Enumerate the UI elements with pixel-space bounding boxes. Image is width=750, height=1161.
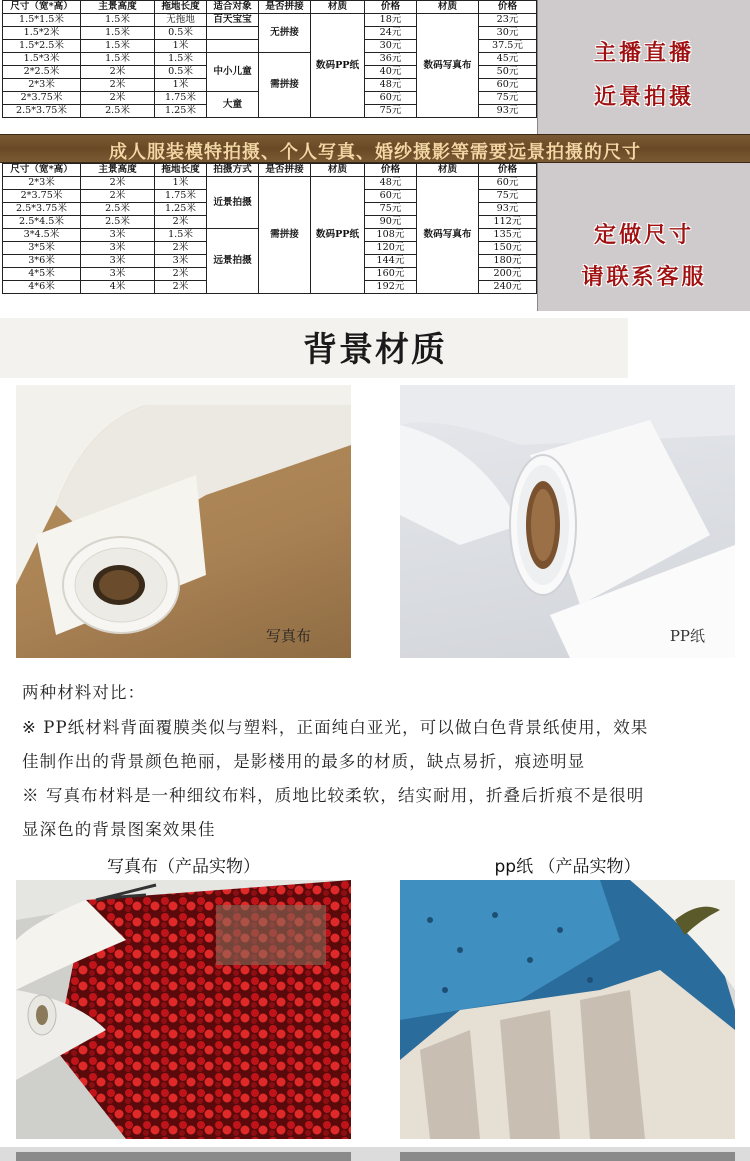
cell-price-pp: 160元: [365, 268, 417, 281]
header-size: 尺寸（宽*高）: [3, 1, 81, 14]
cell-size: 4*5米: [3, 268, 81, 281]
caption-pp-real: pp纸 （产品实物）: [494, 857, 641, 877]
header-drag-length: 拖地长度: [155, 164, 207, 177]
cell-splice-yes: 需拼接: [259, 177, 311, 294]
cell-price-cloth: 93元: [479, 203, 537, 216]
cell-price-cloth: 75元: [479, 190, 537, 203]
cell-drag: 1.5米: [155, 53, 207, 66]
comparison-pp-line2: 佳制作出的背景颜色艳丽，是影楼用的最多的材质，缺点易折，痕迹明显: [22, 752, 586, 771]
table-row: [3, 177, 537, 190]
header-drag-length: 拖地长度: [155, 1, 207, 14]
cell-height: 3米: [81, 229, 155, 242]
cell-price-cloth: 135元: [479, 229, 537, 242]
cell-price-cloth: 150元: [479, 242, 537, 255]
cell-height: 2米: [81, 66, 155, 79]
cell-size: 3*5米: [3, 242, 81, 255]
cell-price-pp: 75元: [365, 105, 417, 118]
cell-height: 2米: [81, 79, 155, 92]
cell-size: 2*2.5米: [3, 66, 81, 79]
table-row: [3, 14, 537, 27]
cell-drag: 1米: [155, 177, 207, 190]
header-material: 材质: [311, 164, 365, 177]
promo-line-custom: 定做尺寸: [593, 222, 694, 248]
cell-price-cloth: 112元: [479, 216, 537, 229]
header-size: 尺寸（宽*高）: [3, 164, 81, 177]
cell-height: 4米: [81, 281, 155, 294]
header-price: 价格: [365, 164, 417, 177]
cell-price-cloth: 75元: [479, 92, 537, 105]
cell-price-cloth: 30元: [479, 27, 537, 40]
cell-price-pp: 120元: [365, 242, 417, 255]
cell-height: 3米: [81, 268, 155, 281]
cell-drag: 2米: [155, 268, 207, 281]
cell-splice-no: 无拼接: [259, 14, 311, 53]
table-header-row: [3, 1, 537, 14]
header-main-height: 主景高度: [81, 164, 155, 177]
pp-roll-illustration: [400, 385, 735, 658]
cell-size: 2*3.75米: [3, 92, 81, 105]
next-photo-edge-right: [400, 1152, 735, 1161]
cell-target-empty: [207, 27, 259, 40]
cell-price-cloth: 60元: [479, 79, 537, 92]
cell-height: 2米: [81, 92, 155, 105]
promo-line-closeup: 近景拍摄: [593, 84, 694, 110]
cell-mode-near: 近景拍摄: [207, 177, 259, 229]
cell-target-baby: 百天宝宝: [207, 14, 259, 27]
cell-size: 2.5*3.75米: [3, 203, 81, 216]
cell-drag: 1.5米: [155, 229, 207, 242]
cell-price-cloth: 37.5元: [479, 40, 537, 53]
cell-drag: 1.75米: [155, 92, 207, 105]
cell-price-cloth: 45元: [479, 53, 537, 66]
cell-height: 2.5米: [81, 203, 155, 216]
cell-drag: 2米: [155, 281, 207, 294]
cell-height: 3米: [81, 255, 155, 268]
cell-price-pp: 48元: [365, 177, 417, 190]
cell-price-cloth: 23元: [479, 14, 537, 27]
cell-height: 1.5米: [81, 53, 155, 66]
size-table-closeup-section: [0, 0, 750, 134]
cell-size: 1.5*3米: [3, 53, 81, 66]
size-table-distant-section: [0, 163, 750, 311]
cell-price-pp: 75元: [365, 203, 417, 216]
cell-material-cloth: 数码写真布: [417, 177, 479, 294]
cell-price-pp: 24元: [365, 27, 417, 40]
cell-material-cloth: 数码写真布: [417, 14, 479, 118]
cell-target-big: 大童: [207, 92, 259, 118]
table-header-row: [3, 164, 537, 177]
header-price: 价格: [365, 1, 417, 14]
cell-height: 2米: [81, 177, 155, 190]
cell-price-pp: 36元: [365, 53, 417, 66]
cell-price-cloth: 60元: [479, 177, 537, 190]
photo-label-pp: PP纸: [669, 627, 705, 645]
cell-drag: 1米: [155, 40, 207, 53]
banner-text: 成人服装模特拍摄、个人写真、婚纱摄影等需要远景拍摄的尺寸: [109, 142, 641, 163]
cell-price-pp: 60元: [365, 190, 417, 203]
cell-drag: 1.25米: [155, 203, 207, 216]
cell-price-pp: 18元: [365, 14, 417, 27]
header-target: 适合对象: [207, 1, 259, 14]
cell-drag: 0.5米: [155, 66, 207, 79]
cloth-roll-illustration: [16, 385, 351, 658]
cell-drag: 3米: [155, 255, 207, 268]
cell-price-pp: 144元: [365, 255, 417, 268]
cell-drag: 1米: [155, 79, 207, 92]
cell-target-empty: [207, 40, 259, 53]
red-leaves-backdrop-illustration: [16, 880, 351, 1139]
cell-drag: 无拖地: [155, 14, 207, 27]
cell-size: 2*3.75米: [3, 190, 81, 203]
header-splice: 是否拼接: [259, 164, 311, 177]
cell-drag: 0.5米: [155, 27, 207, 40]
cell-size: 3*4.5米: [3, 229, 81, 242]
photo-cloth-product: [16, 880, 351, 1139]
cell-price-pp: 30元: [365, 40, 417, 53]
cell-material-pp: 数码PP纸: [311, 14, 365, 118]
cell-height: 2.5米: [81, 105, 155, 118]
next-photo-edge-left: [16, 1152, 351, 1161]
header-price: 价格: [479, 164, 537, 177]
cell-size: 4*6米: [3, 281, 81, 294]
cell-size: 1.5*2.5米: [3, 40, 81, 53]
comparison-cloth-line2: 显深色的背景图案效果佳: [22, 820, 216, 839]
cell-price-cloth: 50元: [479, 66, 537, 79]
ocean-wall-backdrop-illustration: [400, 880, 735, 1139]
cell-size: 3*6米: [3, 255, 81, 268]
header-price: 价格: [479, 1, 537, 14]
header-material: 材质: [311, 1, 365, 14]
section-banner: [0, 134, 750, 163]
cell-height: 2.5米: [81, 216, 155, 229]
cell-price-pp: 108元: [365, 229, 417, 242]
cell-size: 1.5*1.5米: [3, 14, 81, 27]
comparison-cloth-line1: ※ 写真布材料是一种细纹布料，质地比较柔软，结实耐用，折叠后折痕不是很明: [22, 786, 645, 805]
cell-drag: 2米: [155, 216, 207, 229]
comparison-title: 两种材料对比：: [22, 683, 146, 702]
promo-box-custom: [537, 163, 750, 311]
photo-cloth-roll: [16, 385, 351, 658]
size-table-closeup: [2, 0, 537, 118]
cell-price-cloth: 93元: [479, 105, 537, 118]
cell-drag: 1.25米: [155, 105, 207, 118]
promo-line-contact: 请联系客服: [581, 264, 707, 290]
cell-price-cloth: 200元: [479, 268, 537, 281]
photo-label-cloth: 写真布: [265, 627, 311, 645]
header-material: 材质: [417, 164, 479, 177]
cell-price-pp: 90元: [365, 216, 417, 229]
cell-price-cloth: 180元: [479, 255, 537, 268]
cell-material-pp: 数码PP纸: [311, 177, 365, 294]
cell-price-cloth: 240元: [479, 281, 537, 294]
promo-line-live: 主播直播: [593, 40, 694, 66]
comparison-pp-line1: ※ PP纸材料背面覆膜类似与塑料，正面纯白亚光，可以做白色背景纸使用，效果: [22, 718, 649, 737]
header-main-height: 主景高度: [81, 1, 155, 14]
cell-height: 2米: [81, 190, 155, 203]
header-shoot-mode: 拍摄方式: [207, 164, 259, 177]
cell-price-pp: 192元: [365, 281, 417, 294]
size-table-distant: [2, 163, 537, 294]
promo-box-closeup: [537, 0, 750, 134]
cell-price-pp: 60元: [365, 92, 417, 105]
cell-size: 2*3米: [3, 177, 81, 190]
cell-drag: 2米: [155, 242, 207, 255]
cell-size: 1.5*2米: [3, 27, 81, 40]
header-splice: 是否拼接: [259, 1, 311, 14]
photo-pp-product: [400, 880, 735, 1139]
cell-height: 1.5米: [81, 27, 155, 40]
cell-drag: 1.75米: [155, 190, 207, 203]
cell-size: 2*3米: [3, 79, 81, 92]
cell-height: 3米: [81, 242, 155, 255]
cell-target-kid: 中小儿童: [207, 53, 259, 92]
cell-price-pp: 40元: [365, 66, 417, 79]
header-material: 材质: [417, 1, 479, 14]
cell-height: 1.5米: [81, 40, 155, 53]
cell-splice-yes: 需拼接: [259, 53, 311, 118]
cell-mode-far: 远景拍摄: [207, 229, 259, 294]
cell-size: 2.5*4.5米: [3, 216, 81, 229]
cell-height: 1.5米: [81, 14, 155, 27]
section-title: 背景材质: [303, 330, 447, 370]
cell-size: 2.5*3.75米: [3, 105, 81, 118]
cell-price-pp: 48元: [365, 79, 417, 92]
caption-cloth-real: 写真布（产品实物）: [107, 857, 260, 877]
photo-pp-roll: [400, 385, 735, 658]
